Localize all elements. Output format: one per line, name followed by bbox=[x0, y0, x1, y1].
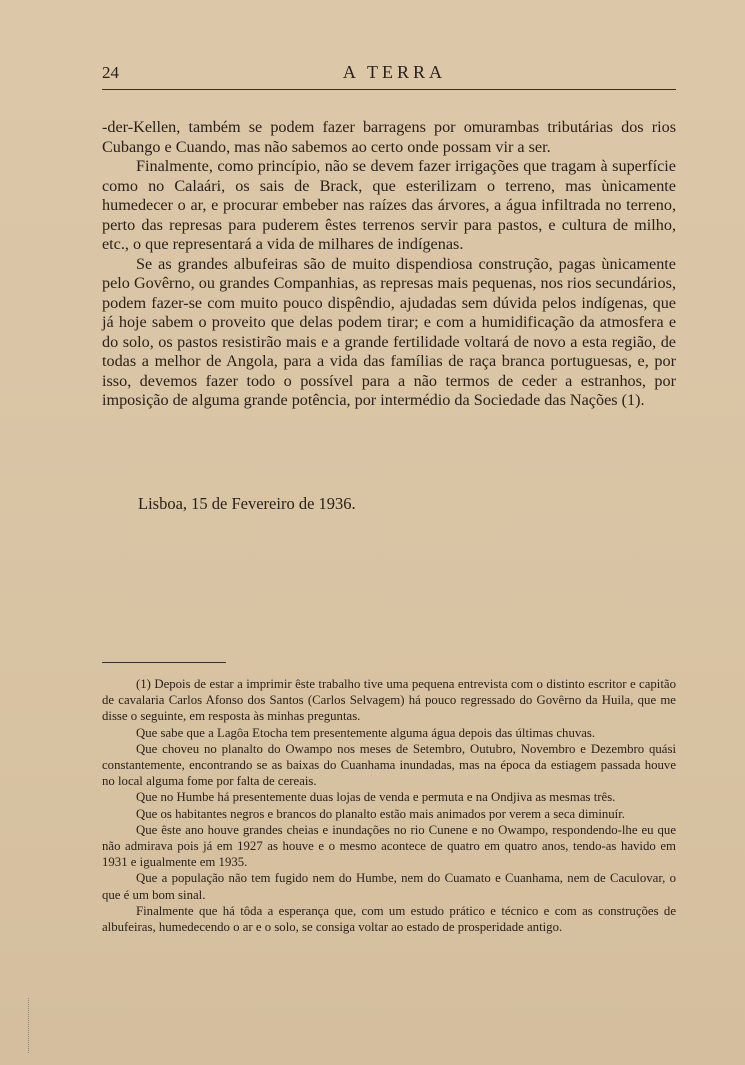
running-title: A TERRA bbox=[342, 62, 446, 82]
page-header bbox=[102, 62, 676, 83]
footnotes bbox=[102, 676, 676, 935]
paragraph-3-text: Se as grandes albufeiras são de muito dispendiosa construção, pagas ùnicamente pelo Govêrno, ou grandes Companhias, as represas mais pequenas, nos rios secundários, podem fazer-se com muito pouco dispêndio, ajudadas sem dúvida pelos indígenas, que já hoje sabem o proveito que delas podem tirar; e com a humidificação da atmosfera e do solo, os pastos resistirão mais e a grande fertilidade voltará de novo a esta região, de todas a melhor de Angola, para a vida das famílias de raça branca portuguesas, e, por isso, devemos fazer todo o possível para a não termos de ceder a estranhos, por imposição de alguma grande potência, por intermédio da Sociedade das Nações bbox=[102, 254, 676, 409]
paragraph-1: -der-Kellen, também se podem fazer barragens por omurambas tributárias dos rios Cubango e Cuando, mas não sabemos ao certo onde possam vir a ser. bbox=[102, 118, 676, 156]
footnote-line-8: Finalmente que há tôda a esperança que, com um estudo prático e técnico e com as construções de albufeiras, humedecendo o ar e o solo, se consiga voltar ao estado de prosperidade antigo. bbox=[102, 903, 676, 935]
footnote-reference: (1) bbox=[621, 391, 641, 409]
footnote-line-7: Que a população não tem fugido nem do Humbe, nem do Cuamato e Cuanhama, nem de Caculovar, o que é um bom sinal. bbox=[102, 871, 676, 902]
header-rule bbox=[102, 89, 676, 90]
paragraph-2: Finalmente, como princípio, não se devem fazer irrigações que tragam à superfície como no Calaári, os sais de Brack, que esterilizam o terreno, mas ùnicamente humedecer o ar, e procurar embeber nas raízes das árvores, a água infiltrada no terreno, perto das represas para puderem êstes terrenos servir para pastos, e cultura de milho, etc., o que representará a vida de milhares de indígenas. bbox=[102, 157, 676, 253]
footnote-line-5: Que os habitantes negros e brancos do planalto estão mais animados por verem a seca diminuír. bbox=[136, 806, 625, 821]
signoff-date: Lisboa, 15 de Fevereiro de 1936. bbox=[138, 494, 356, 513]
footnote-line-1-text: Depois de estar a imprimir êste trabalho tive uma pequena entrevista com o distinto escritor e capitão de cavalaria Carlos Afonso dos Santos (Carlos Selvagem) há pouco regressado do Govêrno da Huila, que me disse o seguinte, em resposta às minhas preguntas. bbox=[102, 677, 676, 724]
footnote-line-1 bbox=[102, 676, 676, 725]
footnote-marker: (1) bbox=[136, 677, 151, 691]
footnote-line-2: Que sabe que a Lagôa Etocha tem presentemente alguma água depois das últimas chuvas. bbox=[136, 725, 596, 740]
footnote-line-4: Que no Humbe há presentemente duas lojas de venda e permuta e na Ondjiva as mesmas três. bbox=[136, 790, 616, 805]
paragraph-3-end: . bbox=[640, 391, 645, 409]
margin-mark bbox=[28, 998, 39, 1053]
body-text bbox=[102, 118, 676, 411]
page-number: 24 bbox=[102, 63, 119, 82]
footnote-line-3: Que choveu no planalto do Owampo nos meses de Setembro, Outubro, Novembro e Dezembro quási constantemente, encontrando se as baixas do Cuanhama inundadas, mas na época da estiagem passada houve no local alguma fome por falta de cereais. bbox=[102, 741, 676, 789]
footnote-rule bbox=[102, 662, 226, 663]
footnote-line-6: Que êste ano houve grandes cheias e inundações no rio Cunene e no Owampo, respondendo-lhe eu que não admirava pois já em 1927 as houve e o mesmo acontece de quatro em quatro anos, tendo-as havido em 1931 e igualmente em 1935. bbox=[102, 822, 676, 870]
paragraph-3 bbox=[102, 255, 676, 411]
